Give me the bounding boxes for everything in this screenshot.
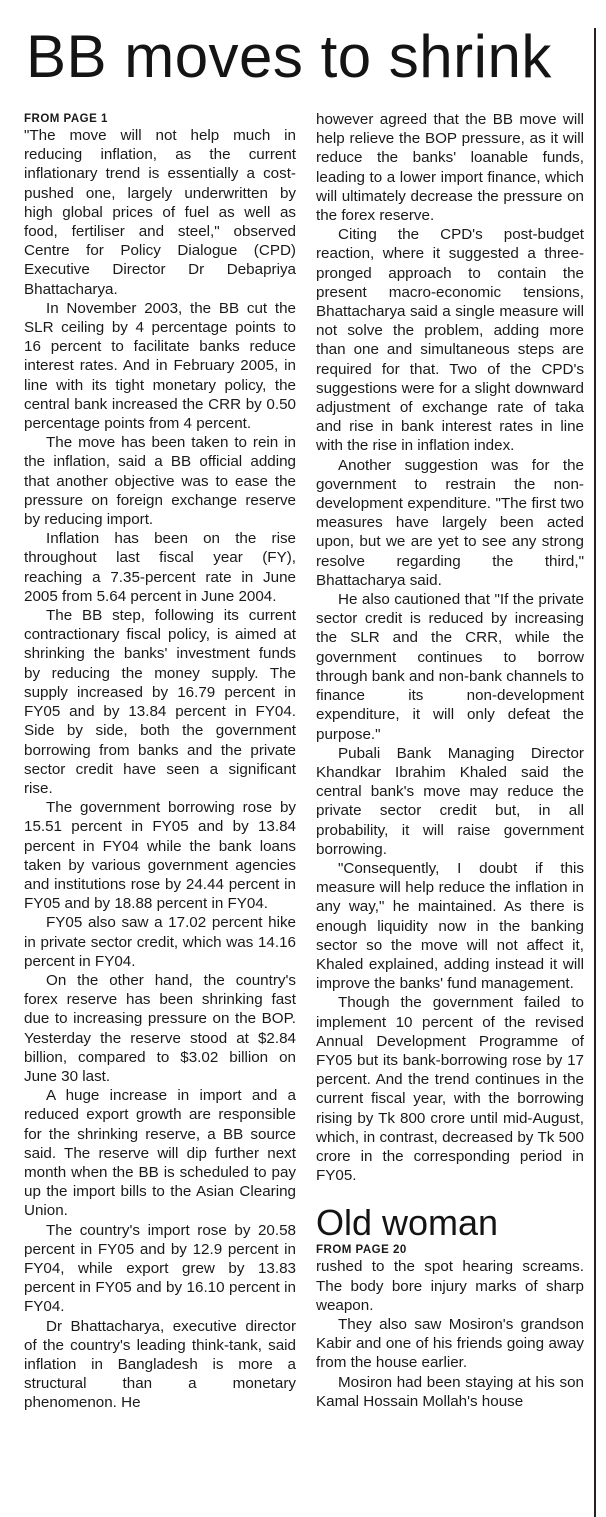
paragraph: "Consequently, I doubt if this measure will help reduce the inflation in any way," he maintained. As there is enough liquidity now in the banking sector so the move will not affect it, Khaled explained, adding instead it will improve the banks' fund management. xyxy=(316,859,584,993)
second-article-headline: Old woman xyxy=(316,1202,499,1244)
right-column-body xyxy=(316,110,584,1185)
paragraph: Another suggestion was for the government to restrain the non-development expenditure. "The first two measures have largely been acted upon, but we are yet to see any strong resolve regarding the third," Bhattacharya said. xyxy=(316,456,584,589)
paragraph: "The move will not help much in reducing inflation, as the current inflationary trend is essentially a cost-pushed one, largely underwritten by high global prices of fuel as well as food, fertiliser and steel," observed Centre for Policy Dialogue (CPD) Executive Director Dr Debapriya Bhattacharya. xyxy=(24,127,296,298)
right-column xyxy=(316,110,584,1411)
paragraph: On the other hand, the country's forex reserve has been shrinking fast due to increasing pressure on the BOP. Yesterday the reserve stood at $2.84 billion, compared to $3.02 billion on June 30 last. xyxy=(24,971,296,1085)
continuation-kicker: FROM PAGE 1 xyxy=(24,113,108,125)
paragraph: however agreed that the BB move will help relieve the BOP pressure, as it will reduce the banks' loanable funds, leading to a lower import finance, which will ultimately decrease the pressure on the forex reserve. xyxy=(316,111,584,225)
paragraph: They also saw Mosiron's grandson Kabir and one of his friends going away from the house earlier. xyxy=(316,1315,584,1372)
paragraph: Mosiron had been staying at his son Kamal Hossain Mollah's house xyxy=(316,1373,584,1410)
paragraph: The country's import rose by 20.58 percent in FY05 and by 12.9 percent in FY04, while export grew by 13.83 percent in FY05 and by 16.10 percent in FY04. xyxy=(24,1221,296,1316)
left-column-body xyxy=(24,126,296,1413)
paragraph: The government borrowing rose by 15.51 percent in FY05 and by 13.84 percent in FY04 while the bank loans taken by various government agencies and institutions rose by 24.44 percent in FY05 and by 18.88 percent in FY04. xyxy=(24,799,296,913)
paragraph: A huge increase in import and a reduced export growth are responsible for the shrinking reserve, a BB source said. The reserve will dip further next month when the BB is scheduled to pay up the import bills to the Asian Clearing Union. xyxy=(24,1087,296,1220)
paragraph: The move has been taken to rein in the inflation, said a BB official adding that another objective was to ease the pressure on foreign exchange reserve by reducing import. xyxy=(24,434,296,529)
second-article-kicker: FROM PAGE 20 xyxy=(316,1244,407,1257)
left-column xyxy=(24,112,296,1413)
paragraph: FY05 also saw a 17.02 percent hike in private sector credit, which was 14.16 percent in FY04. xyxy=(24,914,296,970)
second-article-body xyxy=(316,1257,584,1411)
paragraph: Though the government failed to implement 10 percent of the revised Annual Development Programme of FY05 but its bank-borrowing rose by 17 percent. And the trend continues in the current fiscal year, with the borrowing rising by Tk 800 crore until mid-August, which, in contrast, decreased by Tk 500 crore in the corresponding period in FY05. xyxy=(316,994,584,1185)
paragraph: Inflation has been on the rise throughout last fiscal year (FY), reaching a 7.35-percent rate in June 2005 from 5.64 percent in June 2004. xyxy=(24,530,296,605)
paragraph: Dr Bhattacharya, executive director of the country's leading think-tank, said inflation in Bangladesh is more a structural than a monetary phenomenon. He xyxy=(24,1317,296,1412)
paragraph: The BB step, following its current contractionary fiscal policy, is aimed at shrinking the banks' investment funds by reducing the money supply. The supply increased by 16.79 percent in FY05 and by 13.84 percent in FY04. Side by side, both the government borrowing from banks and the private sector credit have seen a significant rise. xyxy=(24,607,296,797)
paragraph: He also cautioned that "If the private sector credit is reduced by increasing the SLR and the CRR, while the government continues to borrow through bank and non-bank channels to finance its non-development expenditure, it will only defeat the purpose." xyxy=(316,591,584,743)
article-headline: BB moves to shrink xyxy=(26,23,552,90)
paragraph: In November 2003, the BB cut the SLR ceiling by 4 percentage points to 16 percent to facilitate banks reduce interest rates. And in February 2005, in line with its tight monetary policy, the central bank increased the CRR by 0.50 percentage points from 4 percent. xyxy=(24,299,296,433)
paragraph: Pubali Bank Managing Director Khandkar Ibrahim Khaled said the central bank's move may reduce the private sector credit but, in all probability, it will raise government borrowing. xyxy=(316,744,584,858)
paragraph: Citing the CPD's post-budget reaction, where it suggested a three-pronged approach to contain the present macro-economic tensions, Bhattacharya said a single measure will not solve the problem, adding more than one and simultaneous steps are required for that. Two of the CPD's suggestions were for a slight downward adjustment of exchange rate of taka and rise in bank interest rates in line with the rise in inflation index. xyxy=(316,226,584,455)
column-rule xyxy=(594,28,596,1517)
paragraph: rushed to the spot hearing screams. The body bore injury marks of sharp weapon. xyxy=(316,1258,584,1314)
